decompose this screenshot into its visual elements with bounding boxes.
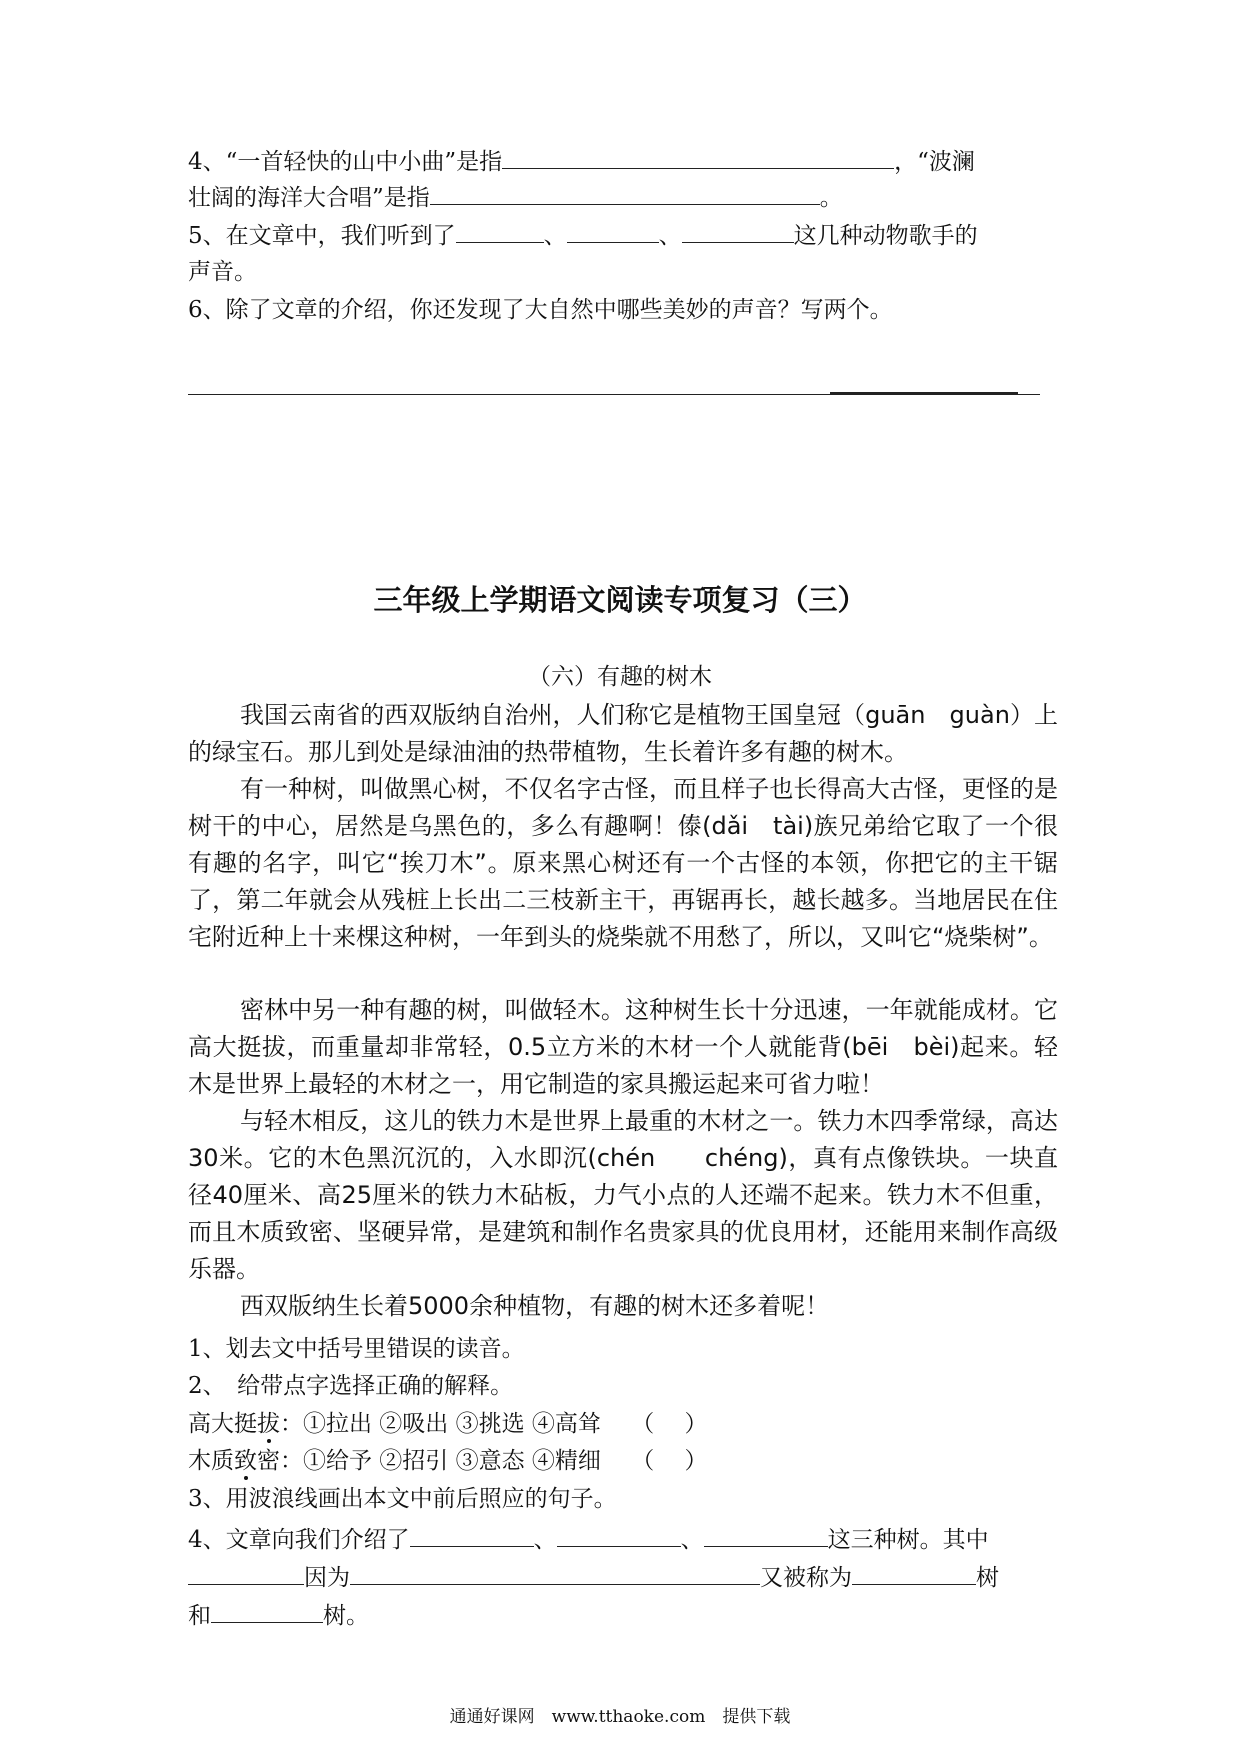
question-4-top-line2: 壮阔的海洋大合唱”是指 。 — [188, 178, 1058, 216]
page-title: 三年级上学期语文阅读专项复习（三） — [373, 583, 867, 617]
article-paragraph-4: 与轻木相反，这儿的铁力木是世界上最重的木材之一。铁力木四季常绿，高达30米。它的木色黑沉沉的，入水即沉(chén chéng)，真有点像铁块。一块直径40厘米、高25厘米的铁力木砧板，力气小点的人还端不起来。铁力木不但重，而且木质致密、坚硬异常，是建筑和制作名贵家具的优良用材，还能用来制作高级乐器。 — [188, 1107, 1058, 1283]
answer-blank[interactable] — [682, 216, 794, 243]
question-4-line2: 因为 又被称为 树 — [188, 1558, 1058, 1596]
dotted-character: 致 — [234, 1448, 257, 1474]
answer-blank[interactable] — [350, 1558, 760, 1585]
footer-credit: 通通好课网 www.tthaoke.com 提供下载 — [449, 1707, 791, 1727]
question-4-top-line1: 4、“一首轻快的山中小曲”是指 ，“波澜 — [188, 142, 1058, 180]
question-5-top-line1: 5、在文章中，我们听到了 、 、 这几种动物歌手的 — [188, 216, 1058, 254]
answer-blank[interactable] — [188, 1558, 304, 1585]
answer-blank[interactable] — [410, 1520, 534, 1547]
article-paragraph-3: 密林中另一种有趣的树，叫做轻木。这种树生长十分迅速，一年就能成材。它高大挺拔，而重量却非常轻，0.5立方米的木材一个人就能背(bēi bèi)起来。轻木是世界上最轻的木材之一，用它制造的家具搬运起来可省力啦！ — [188, 996, 1058, 1098]
question-2a: 高大挺拔：①拉出 ②吸出 ③挑选 ④高耸 （ ） — [188, 1411, 708, 1437]
answer-blank[interactable] — [557, 1520, 681, 1547]
question-2b: 木质致密：①给予 ②招引 ③意态 ④精细 （ ） — [188, 1448, 708, 1474]
answer-line-bold-segment — [830, 392, 1018, 395]
answer-blank[interactable] — [567, 216, 659, 243]
article-paragraph-5: 西双版纳生长着5000余种植物，有趣的树木还多着呢！ — [240, 1292, 830, 1320]
question-4-line1: 4、文章向我们介绍了 、 、 这三种树。其中 — [188, 1520, 1058, 1558]
answer-blank[interactable] — [211, 1596, 323, 1623]
answer-blank[interactable] — [852, 1558, 976, 1585]
answer-blank[interactable] — [430, 178, 820, 205]
dotted-character: 拔 — [257, 1411, 280, 1437]
question-5-top-line2: 声音。 — [188, 259, 257, 285]
article-title: （六）有趣的树木 — [528, 664, 712, 690]
question-3: 3、用波浪线画出本文中前后照应的句子。 — [188, 1486, 617, 1512]
answer-blank[interactable] — [456, 216, 544, 243]
question-1: 1、划去文中括号里错误的读音。 — [188, 1336, 525, 1362]
question-6-top: 6、除了文章的介绍，你还发现了大自然中哪些美妙的声音？写两个。 — [188, 297, 893, 323]
question-2: 2、 给带点字选择正确的解释。 — [188, 1373, 514, 1399]
article-paragraph-2: 有一种树，叫做黑心树，不仅名字古怪，而且样子也长得高大古怪，更怪的是树干的中心，居然是乌黑色的，多么有趣啊！傣(dǎi tài)族兄弟给它取了一个很有趣的名字，叫它“挨刀木”。原来黑心树还有一个古怪的本领，你把它的主干锯了，第二年就会从残桩上长出二三枝新主干，再锯再长，越长越多。当地居民在住宅附近种上十来棵这种树，一年到头的烧柴就不用愁了，所以，又叫它“烧柴树”。 — [188, 775, 1058, 951]
answer-blank[interactable] — [502, 142, 894, 169]
question-4-line3: 和 树。 — [188, 1596, 1058, 1634]
answer-blank[interactable] — [704, 1520, 828, 1547]
article-paragraph-1: 我国云南省的西双版纳自治州，人们称它是植物王国皇冠（guān guàn）上的绿宝石。那儿到处是绿油油的热带植物，生长着许多有趣的树木。 — [188, 701, 1058, 766]
